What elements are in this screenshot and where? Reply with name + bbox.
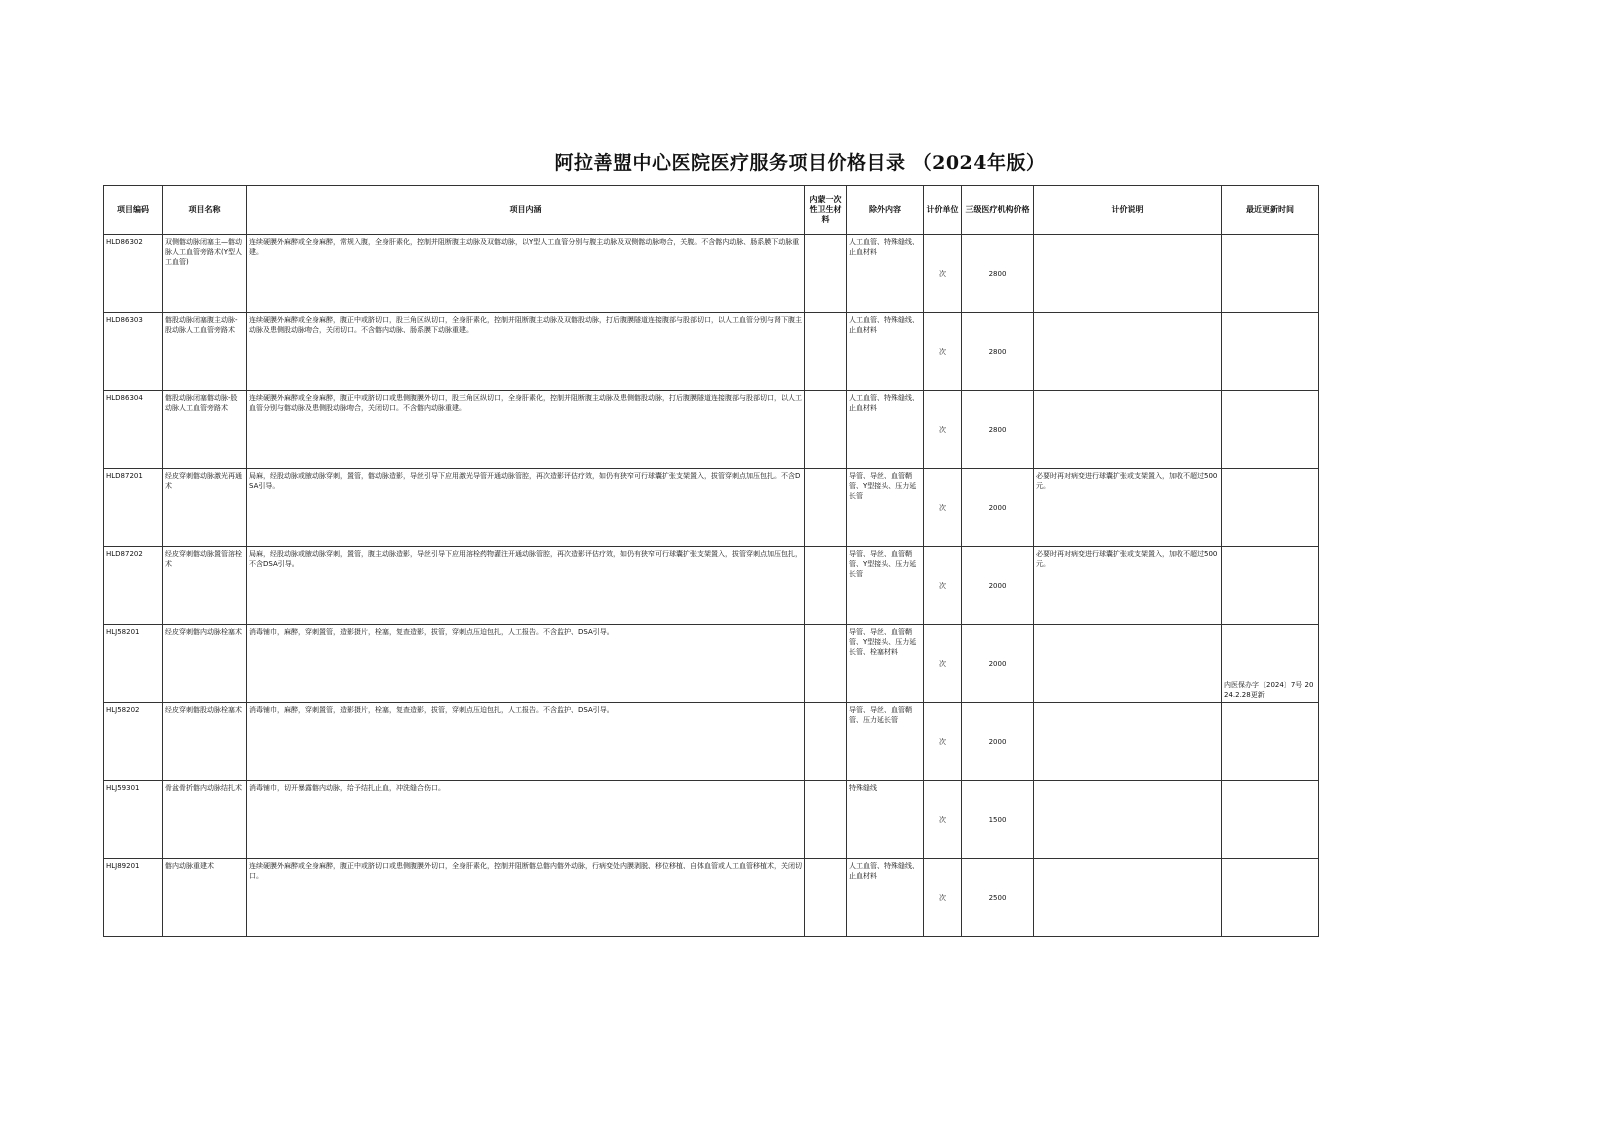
table-row [104, 313, 1319, 391]
cell-code: HLD87202 [104, 547, 163, 625]
cell-code: HLJ58202 [104, 703, 163, 781]
cell-unit: 次 [924, 235, 962, 313]
cell-name: 经皮穿刺髂动脉激光再通术 [163, 469, 247, 547]
header-row [104, 186, 1319, 235]
cell-disposable [805, 469, 847, 547]
cell-excluded: 特殊缝线 [847, 781, 924, 859]
cell-excluded: 人工血管、特殊缝线、止血材料 [847, 313, 924, 391]
cell-disposable [805, 235, 847, 313]
cell-unit: 次 [924, 703, 962, 781]
cell-code: HLJ58201 [104, 625, 163, 703]
cell-unit: 次 [924, 391, 962, 469]
cell-excluded: 导管、导丝、血管鞘管、Y型接头、压力延长管 [847, 547, 924, 625]
cell-note [1034, 703, 1222, 781]
cell-disposable [805, 391, 847, 469]
cell-code: HLD86304 [104, 391, 163, 469]
cell-content: 消毒铺巾，麻醉，穿刺置管，造影摄片，栓塞，复查造影，拔管，穿刺点压迫包扎，人工报告。不含监护、DSA引导。 [247, 703, 805, 781]
cell-updated [1222, 781, 1319, 859]
cell-code: HLJ59301 [104, 781, 163, 859]
header-price: 三级医疗机构价格 [962, 186, 1034, 235]
cell-disposable [805, 703, 847, 781]
cell-unit: 次 [924, 547, 962, 625]
cell-price: 2500 [962, 859, 1034, 937]
cell-unit: 次 [924, 625, 962, 703]
cell-name: 经皮穿刺髂股动脉栓塞术 [163, 703, 247, 781]
cell-updated [1222, 235, 1319, 313]
header-name: 项目名称 [163, 186, 247, 235]
cell-updated [1222, 391, 1319, 469]
cell-code: HLD86303 [104, 313, 163, 391]
cell-excluded: 人工血管、特殊缝线、止血材料 [847, 235, 924, 313]
header-note: 计价说明 [1034, 186, 1222, 235]
cell-name: 髂股动脉闭塞髂动脉-股动脉人工血管旁路术 [163, 391, 247, 469]
cell-updated [1222, 703, 1319, 781]
table-row [104, 391, 1319, 469]
header-disposable: 内蒙一次性卫生材料 [805, 186, 847, 235]
cell-disposable [805, 781, 847, 859]
cell-name: 经皮穿刺髂内动脉栓塞术 [163, 625, 247, 703]
cell-excluded: 导管、导丝、血管鞘管、Y型接头、压力延长管、栓塞材料 [847, 625, 924, 703]
cell-note: 必要时再对病变进行球囊扩张或支架置入，加收不超过500元。 [1034, 469, 1222, 547]
cell-name: 骨盆骨折髂内动脉结扎术 [163, 781, 247, 859]
header-code: 项目编码 [104, 186, 163, 235]
cell-code: HLD87201 [104, 469, 163, 547]
cell-excluded: 导管、导丝、血管鞘管、Y型接头、压力延长管 [847, 469, 924, 547]
cell-content: 消毒铺巾，切开暴露髂内动脉，给予结扎止血，冲洗缝合伤口。 [247, 781, 805, 859]
cell-updated [1222, 469, 1319, 547]
cell-content: 连续硬膜外麻醉或全身麻醉，腹正中或脐切口，股三角区纵切口，全身肝素化，控制并阻断腹主动脉及双髂股动脉，打后腹膜隧道连接腹部与股部切口，以人工血管分别与肾下腹主动脉及患侧股动脉吻合，关闭切口。不含髂内动脉、肠系膜下动脉重建。 [247, 313, 805, 391]
cell-updated [1222, 547, 1319, 625]
cell-content: 连续硬膜外麻醉或全身麻醉，常规入腹，全身肝素化，控制并阻断腹主动脉及双髂动脉，以Y型人工血管分别与腹主动脉及双侧髂动脉吻合，关腹。不含髂内动脉、肠系膜下动脉重建。 [247, 235, 805, 313]
cell-unit: 次 [924, 781, 962, 859]
table-row [104, 781, 1319, 859]
cell-price: 2000 [962, 469, 1034, 547]
cell-name: 双侧髂动脉闭塞主—髂动脉人工血管旁路术(Y型人工血管) [163, 235, 247, 313]
cell-content: 局麻，经股动脉或腋动脉穿刺，置管，髂动脉造影，导丝引导下应用激光导管开通动脉管腔，再次造影评估疗效，如仍有狭窄可行球囊扩张支架置入，拔管穿刺点加压包扎。不含DSA引导。 [247, 469, 805, 547]
cell-disposable [805, 547, 847, 625]
cell-unit: 次 [924, 313, 962, 391]
cell-unit: 次 [924, 469, 962, 547]
cell-content: 局麻，经股动脉或腋动脉穿刺，置管，腹主动脉造影，导丝引导下应用溶栓药物灌注开通动脉管腔，再次造影评估疗效，如仍有狭窄可行球囊扩张支架置入，拔管穿刺点加压包扎，不含DSA引导。 [247, 547, 805, 625]
cell-code: HLJ89201 [104, 859, 163, 937]
cell-disposable [805, 313, 847, 391]
cell-note [1034, 781, 1222, 859]
cell-unit: 次 [924, 859, 962, 937]
table-row [104, 703, 1319, 781]
cell-note [1034, 391, 1222, 469]
price-table [103, 185, 1319, 937]
cell-content: 连续硬膜外麻醉或全身麻醉，腹正中或脐切口或患侧腹膜外切口，全身肝素化，控制并阻断髂总髂内髂外动脉，行病变处内膜剥脱、移位移植、自体血管或人工血管移植术，关闭切口。 [247, 859, 805, 937]
table-row [104, 469, 1319, 547]
cell-name: 经皮穿刺髂动脉置管溶栓术 [163, 547, 247, 625]
cell-updated: 内医保办字〔2024〕7号 2024.2.28更新 [1222, 625, 1319, 703]
cell-note [1034, 859, 1222, 937]
cell-note [1034, 313, 1222, 391]
cell-excluded: 人工血管、特殊缝线、止血材料 [847, 859, 924, 937]
cell-disposable [805, 859, 847, 937]
header-excluded: 除外内容 [847, 186, 924, 235]
table-row [104, 859, 1319, 937]
cell-excluded: 导管、导丝、血管鞘管、压力延长管 [847, 703, 924, 781]
table-row [104, 235, 1319, 313]
header-unit: 计价单位 [924, 186, 962, 235]
cell-note [1034, 235, 1222, 313]
cell-disposable [805, 625, 847, 703]
page-title: 阿拉善盟中心医院医疗服务项目价格目录 （2024年版） [554, 152, 1046, 174]
cell-excluded: 人工血管、特殊缝线、止血材料 [847, 391, 924, 469]
header-updated: 最近更新时间 [1222, 186, 1319, 235]
cell-price: 2000 [962, 625, 1034, 703]
cell-name: 髂内动脉重建术 [163, 859, 247, 937]
cell-content: 连续硬膜外麻醉或全身麻醉，腹正中或脐切口或患侧腹膜外切口，股三角区纵切口，全身肝素化，控制并阻断腹主动脉及患侧髂股动脉，打后腹膜隧道连接腹部与股部切口，以人工血管分别与髂动脉及患侧股动脉吻合，关闭切口。不含髂内动脉重建。 [247, 391, 805, 469]
cell-content: 消毒铺巾，麻醉，穿刺置管，造影摄片，栓塞，复查造影，拔管，穿刺点压迫包扎，人工报告。不含监护、DSA引导。 [247, 625, 805, 703]
cell-updated [1222, 859, 1319, 937]
cell-note: 必要时再对病变进行球囊扩张或支架置入，加收不超过500元。 [1034, 547, 1222, 625]
cell-code: HLD86302 [104, 235, 163, 313]
cell-price: 2000 [962, 547, 1034, 625]
cell-price: 2000 [962, 703, 1034, 781]
cell-price: 2800 [962, 391, 1034, 469]
table-row [104, 547, 1319, 625]
cell-name: 髂股动脉闭塞腹主动脉-股动脉人工血管旁路术 [163, 313, 247, 391]
cell-note [1034, 625, 1222, 703]
header-content: 项目内涵 [247, 186, 805, 235]
cell-price: 2800 [962, 235, 1034, 313]
cell-updated [1222, 313, 1319, 391]
table-row [104, 625, 1319, 703]
cell-price: 2800 [962, 313, 1034, 391]
cell-price: 1500 [962, 781, 1034, 859]
